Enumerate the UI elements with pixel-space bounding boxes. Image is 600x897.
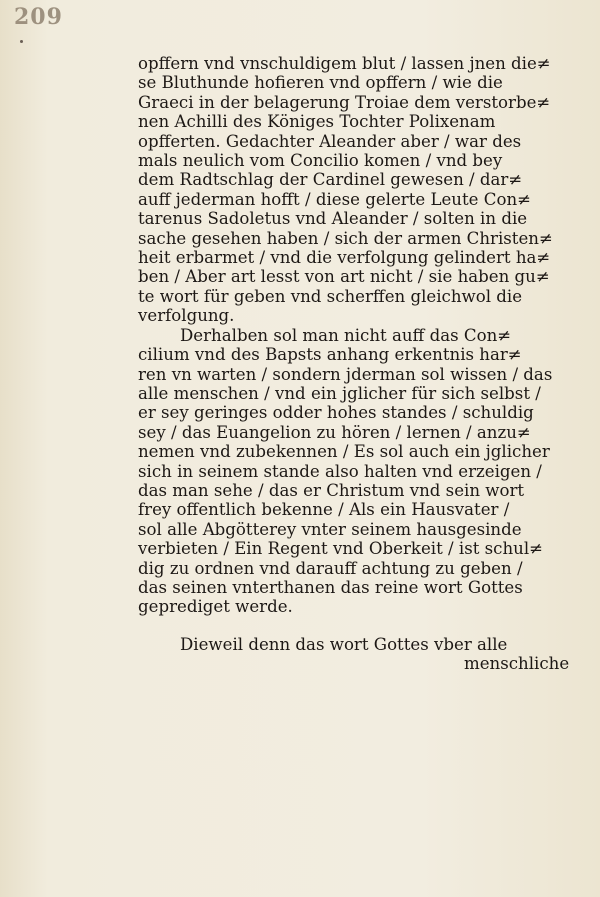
text-line: Graeci in der belagerung Troiae dem verstorbe≠: [138, 92, 551, 112]
text-line: heit erbarmet / vnd die verfolgung gelindert ha≠: [138, 248, 551, 268]
text-line: verfolgung.: [138, 306, 235, 326]
text-line: sich in seinem stande also halten vnd erzeigen /: [138, 461, 542, 481]
ink-dot: [20, 40, 23, 43]
text-line: sey / das Euangelion zu hören / lernen / anzu≠: [138, 422, 531, 442]
catchword: menschliche: [464, 654, 570, 674]
text-line: ren vn warten / sondern jderman sol wissen / das: [138, 364, 553, 384]
text-line: nen Achilli des Königes Tochter Polixenam: [138, 112, 496, 132]
text-line: Derhalben sol man nicht auff das Con≠: [180, 325, 512, 345]
paragraph-2: [138, 326, 578, 617]
text-line: frey offentlich bekenne / Als ein Hausvater /: [138, 500, 510, 520]
text-line: er sey geringes odder hohes standes / schuldig: [138, 403, 534, 423]
text-line: das seinen vnterthanen das reine wort Gottes: [138, 577, 523, 597]
paragraph-1: [138, 54, 578, 326]
text-line: se Bluthunde hofieren vnd opffern / wie die: [138, 73, 503, 93]
text-line: mals neulich vom Concilio komen / vnd bey: [138, 151, 503, 171]
paragraph-3: [138, 635, 578, 674]
text-line: alle menschen / vnd ein jglicher für sich selbst /: [138, 383, 541, 403]
paragraph-gap: [138, 617, 578, 635]
text-line: cilium vnd des Bapsts anhang erkentnis har≠: [138, 345, 522, 365]
text-line: opfferten. Gedachter Aleander aber / war des: [138, 131, 522, 151]
text-line: das man sehe / das er Christum vnd sein wort: [138, 480, 525, 500]
text-line: te wort für geben vnd scherffen gleichwol die: [138, 286, 523, 306]
text-line: dem Radtschlag der Cardinel gewesen / dar≠: [138, 170, 523, 190]
text-line: tarenus Sadoletus vnd Aleander / solten in die: [138, 209, 528, 229]
text-line: sol alle Abgötterey vnter seinem hausgesinde: [138, 519, 522, 539]
text-line: dig zu ordnen vnd darauff achtung zu geben /: [138, 558, 523, 578]
body-text: [138, 54, 578, 674]
text-line: sache gesehen haben / sich der armen Christen≠: [138, 228, 553, 248]
text-line: Dieweil denn das wort Gottes vber alle: [180, 634, 508, 654]
text-line: ben / Aber art lesst von art nicht / sie haben gu≠: [138, 267, 550, 287]
text-line: verbieten / Ein Regent vnd Oberkeit / ist schul≠: [138, 539, 544, 559]
text-line: nemen vnd zubekennen / Es sol auch ein jglicher: [138, 442, 550, 462]
page-number: 209: [14, 4, 63, 30]
text-line: opffern vnd vnschuldigem blut / lassen jnen die≠: [138, 54, 551, 73]
text-line: auff jederman hofft / diese gelerte Leute Con≠: [138, 189, 532, 209]
text-line: geprediget werde.: [138, 597, 293, 617]
